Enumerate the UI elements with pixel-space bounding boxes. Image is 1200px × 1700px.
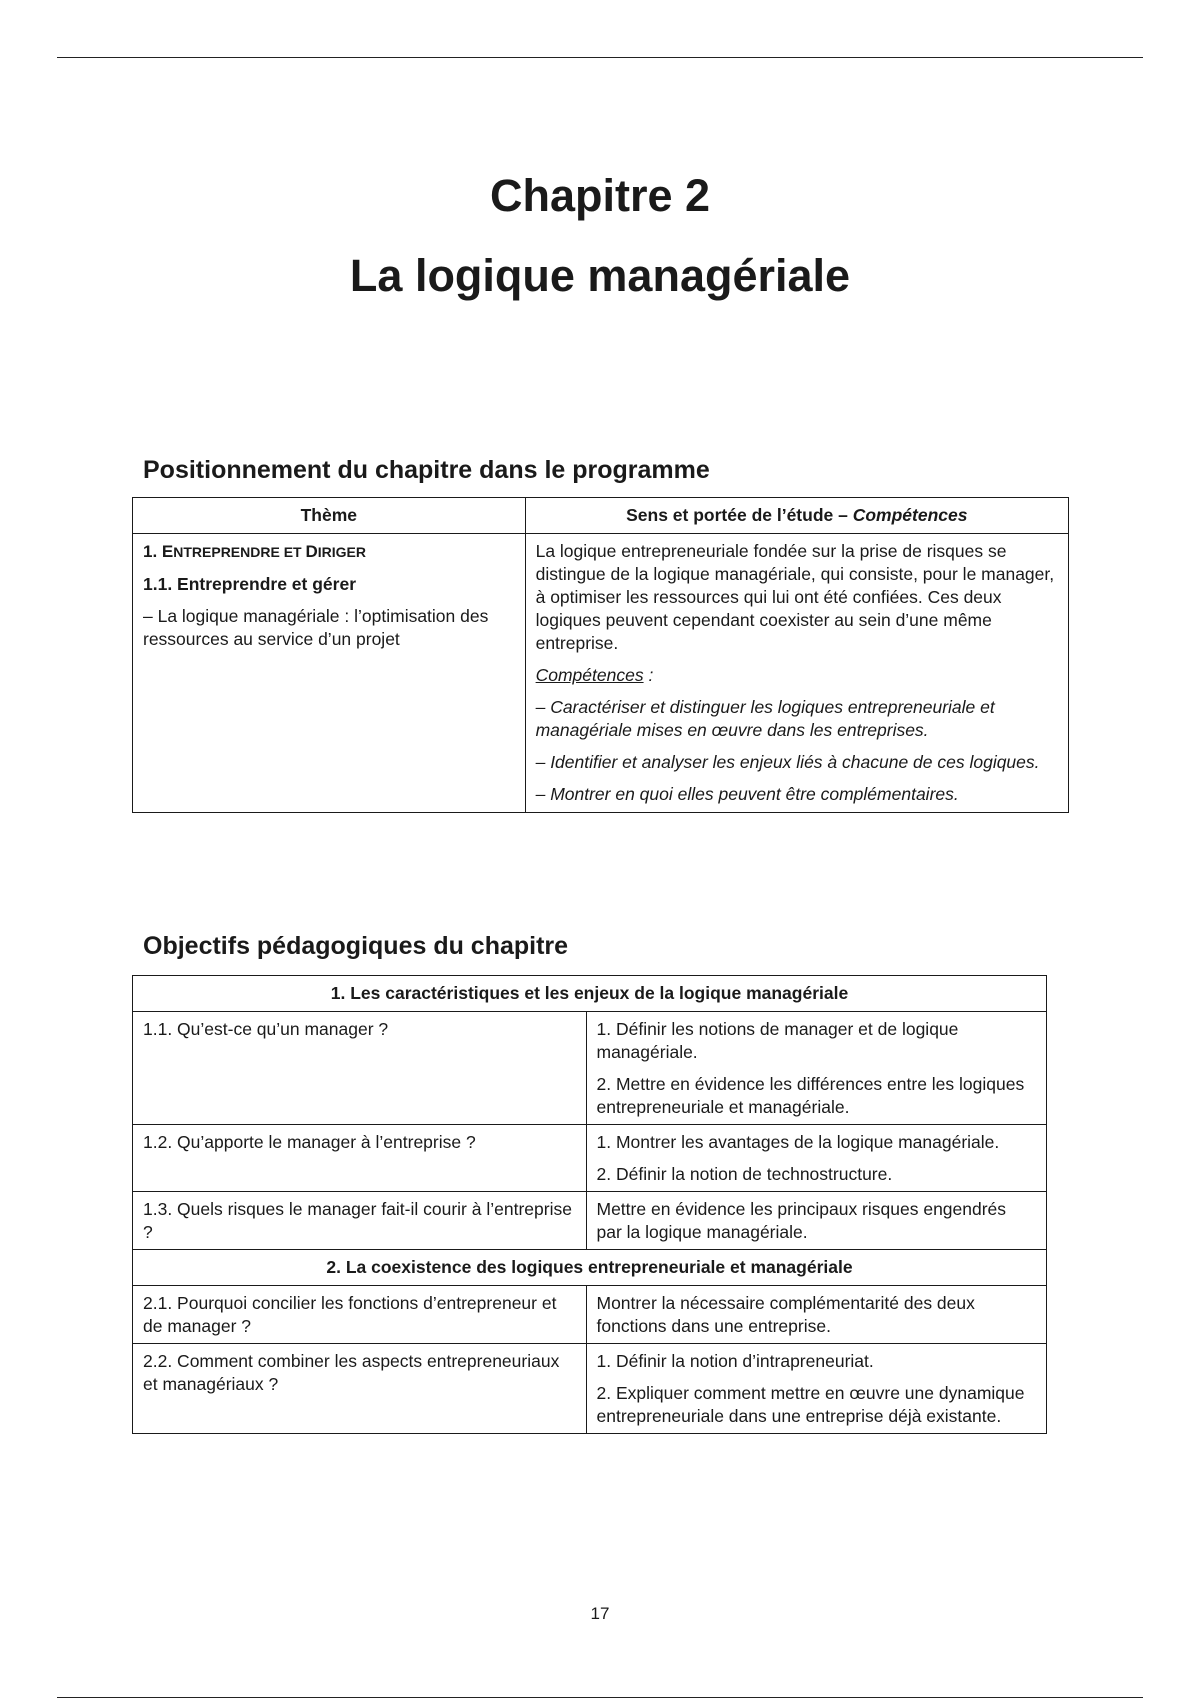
question-cell: 1.1. Qu’est-ce qu’un manager ? — [133, 1012, 587, 1125]
chapter-number: Chapitre 2 — [489, 170, 711, 221]
answer-cell — [586, 1012, 1047, 1125]
positioning-body-row — [133, 534, 1069, 813]
answer-item: 2. Expliquer comment mettre en œuvre une dynamique entrepreneuriale dans une entreprise déjà existante. — [596, 1383, 1025, 1426]
question-cell: 2.2. Comment combiner les aspects entrepreneuriaux et managériaux ? — [133, 1344, 587, 1434]
answer-item: 2. Définir la notion de technostructure. — [596, 1164, 893, 1184]
question-cell: 1.2. Qu’apporte le manager à l’entreprise ? — [133, 1125, 587, 1192]
section-1-header: 1. Les caractéristiques et les enjeux de la logique managériale — [133, 976, 1047, 1012]
section-row — [133, 1250, 1047, 1286]
sens-cell — [525, 534, 1068, 813]
objectives-table — [132, 975, 1047, 1434]
theme-cap-2: D — [305, 542, 318, 561]
answer-item: 1. Définir les notions de manager et de logique managériale. — [596, 1019, 959, 1062]
theme-subtitle: 1.1. Entreprendre et gérer — [143, 574, 356, 594]
theme-rest-1: NTREPRENDRE ET — [173, 544, 306, 560]
competences-label-line — [536, 664, 1058, 687]
theme-number: 1. — [143, 542, 162, 561]
answer-item: 2. Mettre en évidence les différences entre les logiques entrepreneuriale et managériale. — [596, 1074, 1025, 1117]
answer-item: 1. Définir la notion d’intrapreneuriat. — [596, 1351, 874, 1371]
competence-item: – Identifier et analyser les enjeux liés à chacune de ces logiques. — [535, 752, 1040, 772]
table-row — [133, 1192, 1047, 1250]
table-row — [133, 1344, 1047, 1434]
bottom-rule — [57, 1697, 1143, 1698]
table-row — [133, 1125, 1047, 1192]
answer-item: 1. Montrer les avantages de la logique managériale. — [596, 1132, 1000, 1152]
theme-item: – La logique managériale : l’optimisation des ressources au service d’un projet — [143, 606, 489, 649]
competence-item: – Montrer en quoi elles peuvent être complémentaires. — [535, 784, 959, 804]
positioning-heading: Positionnement du chapitre dans le programme — [143, 456, 710, 484]
theme-column-header: Thème — [133, 498, 526, 534]
sens-column-header — [525, 498, 1068, 534]
competences-colon: : — [643, 665, 654, 685]
sens-text: La logique entrepreneuriale fondée sur la prise de risques se distingue de la logique managériale, qui consiste, pour le manager, à optimiser les ressources qui lui ont été confiées. Ces deux logiques peuvent cependant coexister au sein d’une même entreprise. — [535, 541, 1055, 653]
theme-title — [143, 540, 515, 564]
positioning-table — [132, 497, 1069, 813]
chapter-title: La logique managériale — [349, 250, 851, 301]
answer-cell: Mettre en évidence les principaux risques engendrés par la logique managériale. — [586, 1192, 1047, 1250]
table-row — [133, 1012, 1047, 1125]
theme-rest-2: IRIGER — [317, 544, 366, 560]
sens-header-text: Sens et portée de l’étude – — [626, 505, 853, 525]
question-cell: 1.3. Quels risques le manager fait-il courir à l’entreprise ? — [133, 1192, 587, 1250]
table-row — [133, 1286, 1047, 1344]
answer-cell — [586, 1125, 1047, 1192]
theme-cell — [133, 534, 526, 813]
answer-cell — [586, 1344, 1047, 1434]
objectives-heading: Objectifs pédagogiques du chapitre — [143, 932, 569, 960]
answer-cell: Montrer la nécessaire complémentarité des deux fonctions dans une entreprise. — [586, 1286, 1047, 1344]
section-2-header: 2. La coexistence des logiques entrepreneuriale et managériale — [133, 1250, 1047, 1286]
theme-cap-1: E — [161, 542, 174, 561]
question-cell: 2.1. Pourquoi concilier les fonctions d’entrepreneur et de manager ? — [133, 1286, 587, 1344]
sens-header-italic: Compétences — [852, 505, 968, 525]
competences-label: Compétences — [535, 665, 644, 685]
section-row — [133, 976, 1047, 1012]
positioning-header-row — [133, 498, 1069, 534]
top-rule — [57, 57, 1143, 58]
page-number: 17 — [590, 1604, 610, 1623]
competence-item: – Caractériser et distinguer les logiques entrepreneuriale et managériale mises en œuvre dans les entreprises. — [535, 697, 995, 740]
